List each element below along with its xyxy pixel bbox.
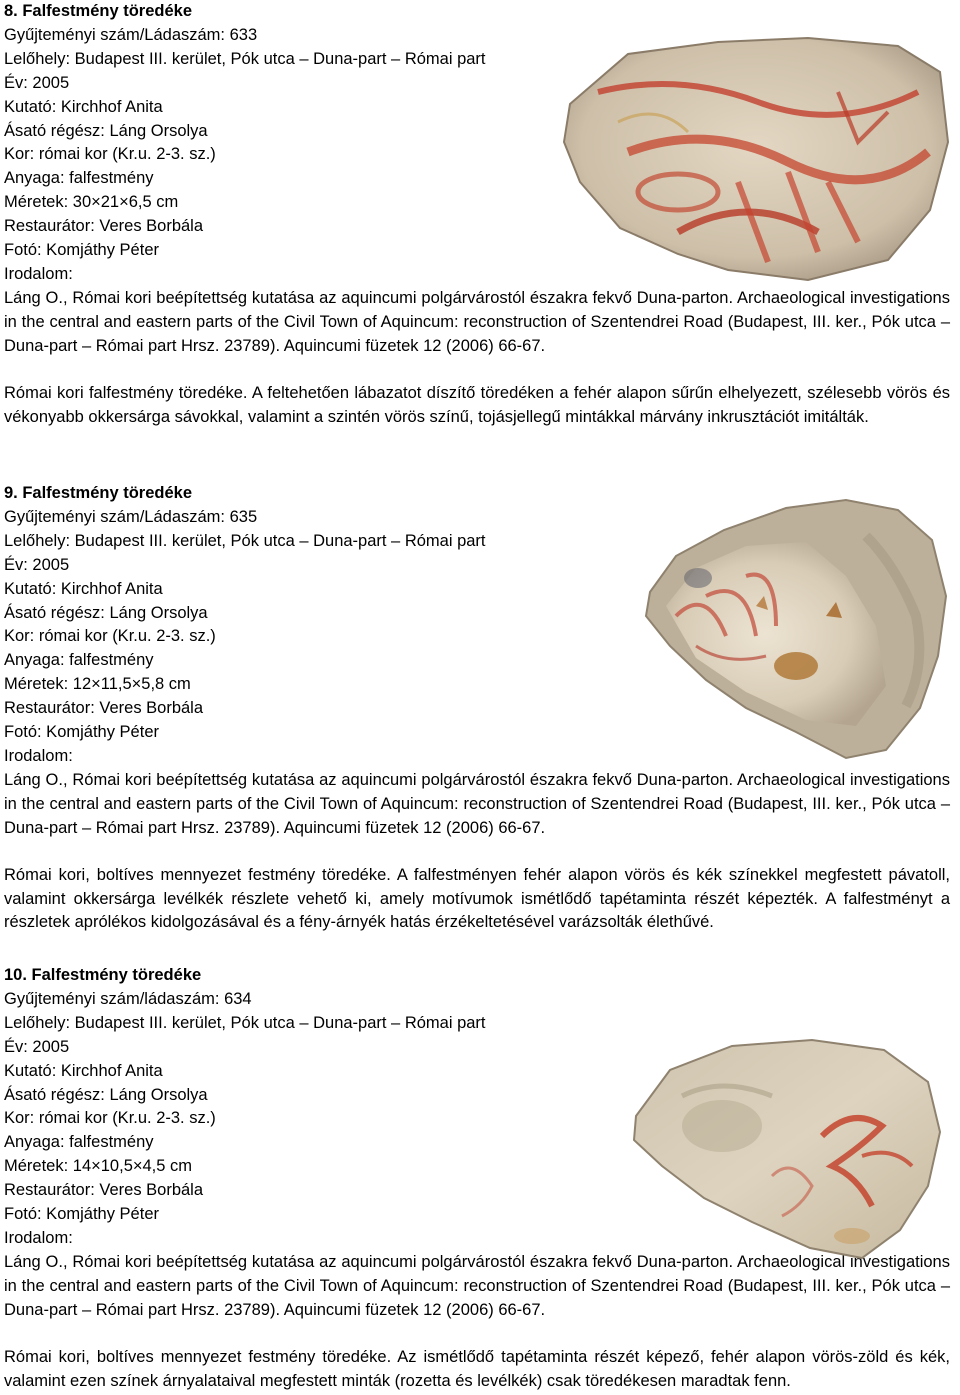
fresco-fragment-photo-10 bbox=[622, 1036, 944, 1262]
field-literature-label: Irodalom: bbox=[4, 746, 73, 765]
entry-description: Római kori, boltíves mennyezet festmény töredéke. Az ismétlődő tapétaminta részét képező, fehér alapon vörös-zöld és kék, valamint ezen színek árnyalataival megfestett minták (rozetta és levélkék) csak töredékesen maradtak fenn. bbox=[4, 1347, 950, 1390]
field-researcher: Kutató: Kirchhof Anita bbox=[4, 97, 163, 116]
field-period: Kor: római kor (Kr.u. 2-3. sz.) bbox=[4, 627, 216, 646]
entry-description: Római kori falfestmény töredéke. A feltehetően lábazatot díszítő töredéken a fehér alapon sűrűn elhelyezett, szélesebb vörös és vékonyabb okkersárga sávokkal, valamint a szintén vörös színű, tojásjellegű mintákkal márvány inkrusztációt imitálták. bbox=[4, 383, 950, 426]
field-excavator: Ásató régész: Láng Orsolya bbox=[4, 121, 208, 140]
entry-title: 8. Falfestmény töredéke bbox=[4, 2, 192, 20]
field-year: Év: 2005 bbox=[4, 73, 70, 92]
field-dimensions: Méretek: 30×21×6,5 cm bbox=[4, 193, 179, 212]
field-photographer: Fotó: Komjáthy Péter bbox=[4, 723, 159, 742]
field-period: Kor: római kor (Kr.u. 2-3. sz.) bbox=[4, 1109, 216, 1128]
field-site: Lelőhely: Budapest III. kerület, Pók utca – Duna-part – Római part bbox=[4, 531, 486, 550]
field-year: Év: 2005 bbox=[4, 1037, 70, 1056]
field-material: Anyaga: falfestmény bbox=[4, 1133, 154, 1152]
field-restorer: Restaurátor: Veres Borbála bbox=[4, 217, 204, 236]
field-inventory-number: Gyűjteményi szám/ládaszám: 634 bbox=[4, 989, 252, 1008]
entry-description: Római kori, boltíves mennyezet festmény töredéke. A falfestményen fehér alapon vörös és kék színekkel megfestett pávatoll, valamint okkersárga levélkék részlete vehető ki, amely motívumok ismétlődő tapétaminta részét képezték. A falfestményt a részletek aprólékos kidolgozásával és a fény-árnyék hatás érzékeltetésével varázsolták élethűvé. bbox=[4, 865, 950, 932]
field-literature-label: Irodalom: bbox=[4, 1228, 73, 1247]
field-excavator: Ásató régész: Láng Orsolya bbox=[4, 1085, 208, 1104]
literature-reference: Láng O., Római kori beépítettség kutatása az aquincumi polgárvárostól északra fekvő Duna-parton. Archaeological investigations in the central and eastern parts of the Civil Town of Aquincum: reconstruction of Szentendrei Road (Budapest, III. ker., Pók utca – Duna-part – Római part Hrsz. 23789). Aquincumi füzetek 12 (2006) 66-67. bbox=[4, 288, 950, 355]
field-researcher: Kutató: Kirchhof Anita bbox=[4, 579, 163, 598]
field-excavator: Ásató régész: Láng Orsolya bbox=[4, 603, 208, 622]
fresco-fragment-photo-8 bbox=[558, 32, 950, 284]
field-photographer: Fotó: Komjáthy Péter bbox=[4, 1205, 159, 1224]
field-restorer: Restaurátor: Veres Borbála bbox=[4, 1181, 204, 1200]
field-dimensions: Méretek: 14×10,5×4,5 cm bbox=[4, 1157, 193, 1176]
fresco-fragment-photo-9 bbox=[636, 496, 952, 762]
entry-title: 9. Falfestmény töredéke bbox=[4, 484, 192, 502]
field-site: Lelőhely: Budapest III. kerület, Pók utca – Duna-part – Római part bbox=[4, 49, 486, 68]
field-period: Kor: római kor (Kr.u. 2-3. sz.) bbox=[4, 145, 216, 164]
field-year: Év: 2005 bbox=[4, 555, 70, 574]
field-material: Anyaga: falfestmény bbox=[4, 169, 154, 188]
literature-reference: Láng O., Római kori beépítettség kutatása az aquincumi polgárvárostól északra fekvő Duna-parton. Archaeological investigations in the central and eastern parts of the Civil Town of Aquincum: reconstruction of Szentendrei Road (Budapest, III. ker., Pók utca – Duna-part – Római part Hrsz. 23789). Aquincumi füzetek 12 (2006) 66-67. bbox=[4, 770, 950, 837]
field-dimensions: Méretek: 12×11,5×5,8 cm bbox=[4, 675, 191, 694]
field-inventory-number: Gyűjteményi szám/Ládaszám: 635 bbox=[4, 507, 258, 526]
field-inventory-number: Gyűjteményi szám/Ládaszám: 633 bbox=[4, 25, 258, 44]
field-restorer: Restaurátor: Veres Borbála bbox=[4, 699, 204, 718]
entry-title: 10. Falfestmény töredéke bbox=[4, 966, 202, 984]
field-material: Anyaga: falfestmény bbox=[4, 651, 154, 670]
field-researcher: Kutató: Kirchhof Anita bbox=[4, 1061, 163, 1080]
field-literature-label: Irodalom: bbox=[4, 264, 73, 283]
field-photographer: Fotó: Komjáthy Péter bbox=[4, 241, 159, 260]
field-site: Lelőhely: Budapest III. kerület, Pók utca – Duna-part – Római part bbox=[4, 1013, 486, 1032]
literature-reference: Láng O., Római kori beépítettség kutatása az aquincumi polgárvárostól északra fekvő Duna-parton. Archaeological investigations in the central and eastern parts of the Civil Town of Aquincum: reconstruction of Szentendrei Road (Budapest, III. ker., Pók utca – Duna-part – Római part Hrsz. 23789). Aquincumi füzetek 12 (2006) 66-67. bbox=[4, 1252, 950, 1319]
